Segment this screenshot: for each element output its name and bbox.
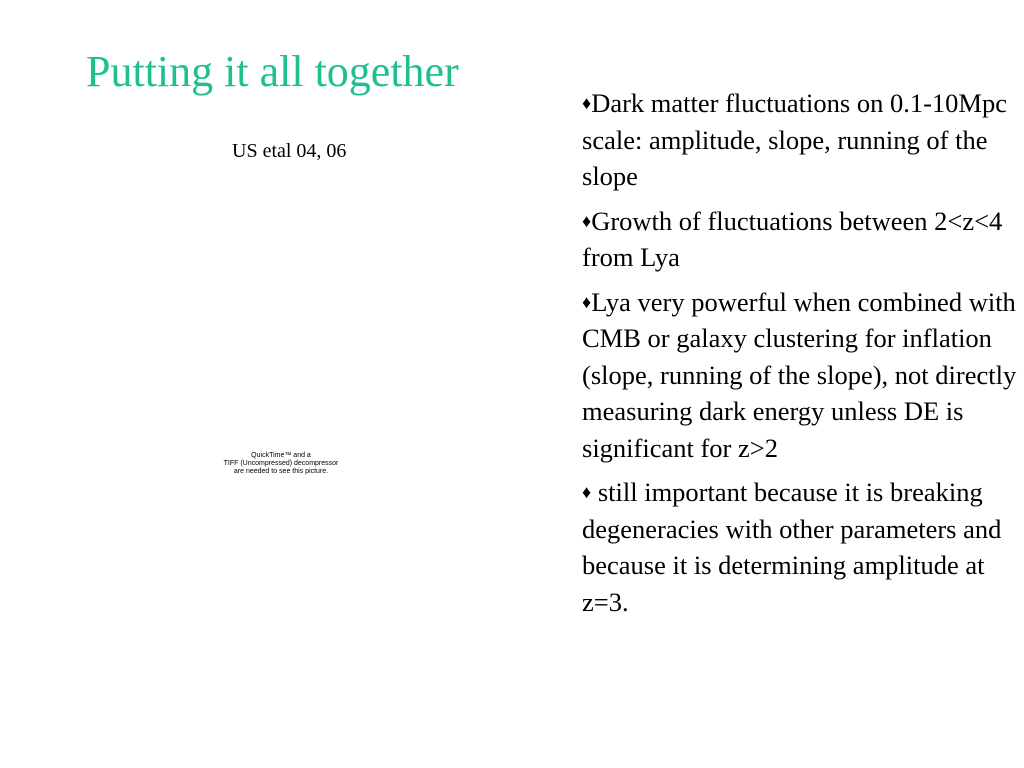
bullet-text: Growth of fluctuations between 2<z<4 from Lya — [582, 205, 1003, 272]
missing-picture-placeholder — [200, 452, 362, 476]
diamond-bullet-icon: ♦ — [582, 291, 592, 312]
diamond-bullet-icon: ♦ — [582, 482, 592, 502]
bullet-item — [582, 203, 1018, 276]
citation-label: US etal 04, 06 — [232, 140, 347, 162]
bullet-text: Lya very powerful when combined with CMB or galaxy clustering for inflation (slope, running of the slope), not directly measuring dark energy unless DE is significant for z>2 — [582, 286, 1017, 463]
slide-title: Putting it all together — [86, 47, 459, 96]
bullet-item — [582, 284, 1018, 467]
diamond-bullet-icon: ♦ — [582, 210, 592, 231]
bullet-item — [582, 474, 1018, 620]
bullet-item — [582, 85, 1018, 195]
bullet-text: still important because it is breaking degeneracies with other parameters and because it is determining amplitude at z=3. — [582, 477, 1002, 617]
placeholder-line-3: are needed to see this picture. — [233, 468, 329, 475]
bullet-text: Dark matter fluctuations on 0.1-10Mpc scale: amplitude, slope, running of the slope — [582, 88, 1007, 191]
placeholder-line-2: TIFF (Uncompressed) decompressor — [223, 460, 339, 467]
diamond-bullet-icon: ♦ — [582, 93, 592, 113]
bullet-list — [582, 85, 1018, 628]
placeholder-line-1: QuickTime™ and a — [251, 452, 311, 459]
